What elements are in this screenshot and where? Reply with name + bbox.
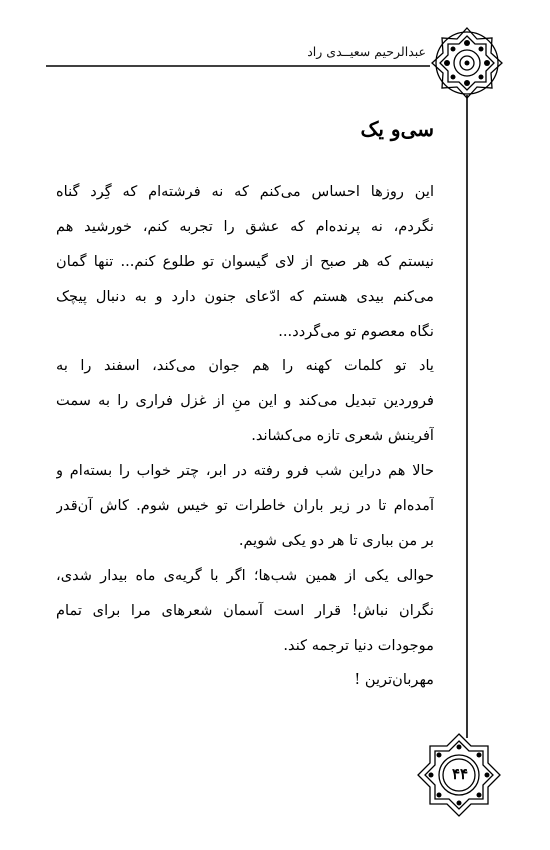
body-line: نگاه معصوم تو می‌گردد... [278, 322, 434, 340]
body-line: یاد تو کلمات کهنه را هم جوان می‌کند، اسفند را به [56, 357, 434, 375]
body-line: نگردم، نه پرنده‌ام که عشق را تجربه کنم، خورشید هم [56, 217, 434, 235]
body-line: آفرینش شعری تازه می‌کشاند. [251, 427, 434, 445]
running-header-author: عبدالرحیم سعیــدی راد [307, 44, 426, 59]
body-line: این روزها احساس می‌کنم که نه فرشته‌ام که گِرد گناه [56, 183, 434, 200]
body-line: حالا هم دراین شب فرو رفته در ابر، چتر خواب را بسته‌ام و [56, 462, 434, 480]
body-line: آمده‌ام تا در زیر باران خاطرات تو خیس شوم. کاش آن‌قدر [56, 497, 434, 515]
body-line: مهربان‌ترین ! [354, 671, 434, 689]
body-line: موجودات دنیا ترجمه کند. [283, 636, 434, 654]
body-text [56, 175, 434, 698]
page-number: ۴۴ [451, 765, 469, 783]
body-line: حوالی یکی از همین شب‌ها؛ اگر با گریه‌ی ماه بیدار شدی، [56, 566, 434, 584]
body-line: نگران نباش! قرار است آسمان شعرهای مرا برای تمام [56, 601, 434, 619]
body-line: بر من بباری تا هر دو یکی شویم. [238, 531, 434, 549]
body-line: نیستم که هر صبح از لای گیسوان تو طلوع کنم... تنها گمان [56, 252, 434, 270]
top-ornament-icon [432, 28, 502, 98]
chapter-title: سی‌و یک [360, 117, 434, 141]
body-line: فروردین تبدیل می‌کند و این منِ از غزل فراری را به سمت [56, 392, 434, 410]
body-line: می‌کنم بیدی هستم که ادّعای جنون دارد و به دنبال پیچک [56, 287, 434, 305]
